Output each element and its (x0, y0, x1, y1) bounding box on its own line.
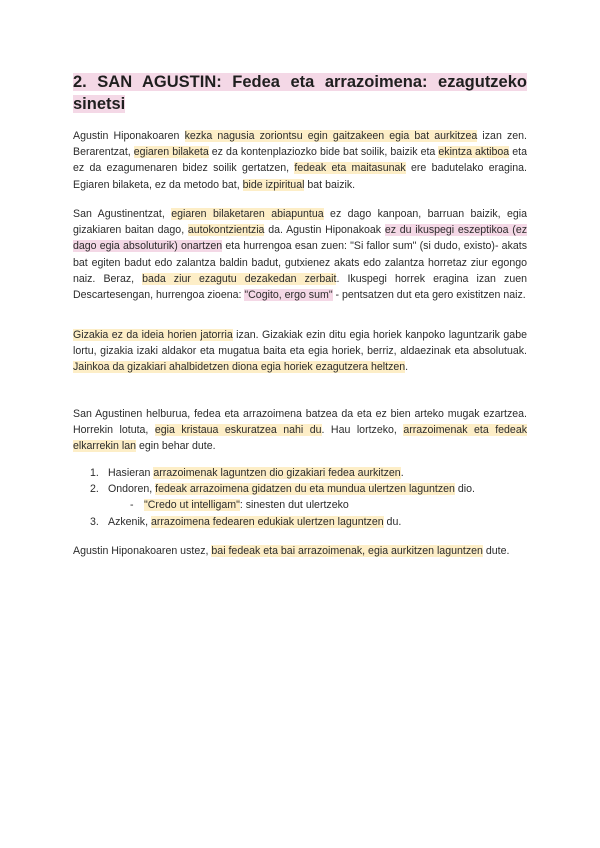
highlighted-text: autokontzientzia (187, 224, 265, 237)
highlighted-text: bada ziur ezagutu dezakedan zerbait (142, 272, 337, 285)
steps-list (90, 465, 530, 530)
text-run: - pentsatzen dut eta gero existitzen naiz. (332, 289, 526, 302)
text-run: ere badutelako eragina. Egiaren bilaketa, ez da metodo bat, (73, 162, 527, 191)
text-run: Agustin Hiponakoaren (73, 130, 185, 142)
list-marker: - (130, 499, 134, 512)
text-run: du. (383, 515, 402, 528)
highlighted-text: ekintza aktiboa (438, 146, 510, 159)
text-run: egin behar dute. (136, 440, 216, 453)
highlighted-text: fedeak eta maitasunak (294, 162, 406, 175)
highlighted-text: kezka nagusia zoriontsu egin gaitzakeen egia bat aurkitzea (184, 130, 478, 142)
highlighted-text: arrazoimena fedearen edukiak ulertzen laguntzen (150, 515, 384, 528)
text-run: . (405, 361, 409, 374)
text-run: San Agustinen helburua, fedea eta arrazoimena batzea da eta ez bien arteko mugak ezartzea. Horrekin lotuta, (73, 408, 527, 437)
text-run: Hasieran (108, 467, 154, 479)
list-marker: 2. (90, 483, 99, 496)
list-item (90, 481, 530, 497)
paragraph-self-awareness (73, 206, 527, 303)
highlighted-text: egia kristaua eskuratzea nahi du (154, 424, 322, 437)
sub-list-item (90, 497, 530, 513)
text-run: : sinesten dut ulertzeko (239, 499, 349, 512)
paragraph-intro (73, 128, 527, 193)
text-run: izan. Gizakiak ezin ditu egia horiek kanpoko laguntzarik gabe lortu, gizakia izaki aldakor eta mugatua baita eta egia horiek, berriz, aldaezinak eta absolutuak. (73, 329, 527, 358)
text-run: ez da kontenplaziozko bide bat soilik, baizik eta (208, 146, 439, 159)
text-run: Azkenik, (108, 515, 151, 528)
text-run: Agustin Hiponakoaren ustez, (73, 545, 212, 557)
list-item (90, 514, 530, 530)
text-run: eta hurrengoa esan zuen: "Si fallor sum" (si dudo, existo)- akats bat egiten badut edo zalantza baldin badut, gutxienez akats edo zalantza horretaz ziur egongo naiz. Beraz, (73, 240, 527, 285)
highlighted-text: "Cogito, ergo sum" (244, 289, 333, 302)
list-marker: 1. (90, 467, 99, 479)
highlighted-text: arrazoimenak laguntzen dio gizakiari fedea aurkitzen (153, 467, 401, 479)
section-heading (73, 71, 527, 115)
text-run: bat baizik. (304, 178, 356, 191)
text-run: dute. (482, 545, 510, 557)
text-run: San Agustinentzat, (73, 208, 172, 220)
highlighted-text: Jainkoa da gizakiari ahalbidetzen diona egia horiek ezagutzera heltzen (73, 361, 406, 374)
highlighted-text: arrazoimenak eta fedeak elkarrekin lan (73, 424, 528, 453)
paragraph-goal (73, 406, 527, 455)
highlighted-text: fedeak arrazoimena gidatzen du eta mundua ulertzen laguntzen (155, 483, 455, 496)
text-run: . Ikuspegi horrek eragina izan zuen Descartesengan, hurrengoa zioena: (73, 272, 527, 302)
text-run: eta ez da ezagumenaren bidez soilik gertatzen, (73, 146, 528, 175)
highlighted-text: egiaren bilaketaren abiapuntua (171, 208, 324, 220)
text-run: . Hau lortzeko, (321, 424, 404, 437)
highlighted-text: Gizakia ez da ideia horien jatorria (73, 329, 233, 341)
paragraph-god-truth (73, 327, 527, 376)
highlighted-text: bai fedeak eta bai arrazoimenak, egia aurkitzen laguntzen (211, 545, 483, 557)
text-run: izan zen. Berarentzat, (73, 130, 527, 159)
list-marker: 3. (90, 515, 99, 528)
text-run: ez dago kanpoan, barruan baizik, egia gizakiaren baitan dago, (73, 208, 528, 237)
highlighted-text: bide izpiritual (242, 178, 305, 191)
highlighted-text: ez du ikuspegi eszeptikoa (ez dago egia absoluturik) onartzen (73, 224, 528, 253)
section-heading-text: 2. SAN AGUSTIN: Fedea eta arrazoimena: ezagutzeko sinetsi (73, 73, 527, 113)
text-run: Ondoren, (108, 483, 156, 496)
list-item (90, 465, 530, 481)
text-run: . (400, 467, 404, 479)
text-run: dio. (454, 483, 475, 496)
highlighted-text: "Credo ut intelligam" (144, 499, 240, 512)
text-run: da. Agustin Hiponakoak (264, 224, 385, 237)
highlighted-text: egiaren bilaketa (133, 146, 209, 159)
paragraph-conclusion (73, 543, 527, 559)
